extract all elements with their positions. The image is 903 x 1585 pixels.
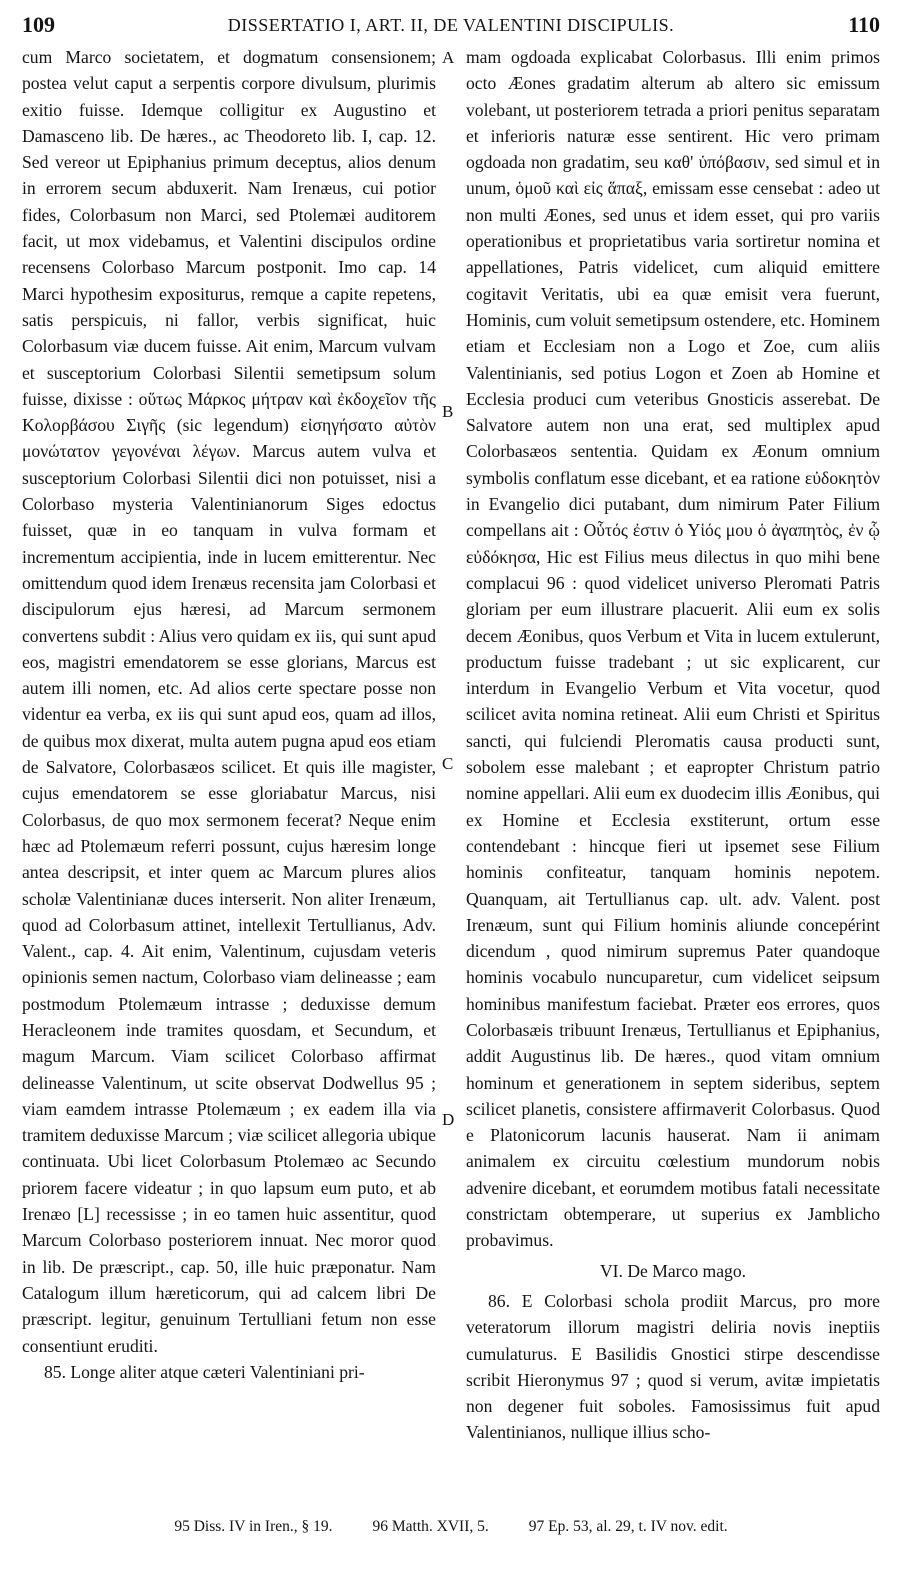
right-column bbox=[466, 44, 880, 1446]
left-paragraph-85: 85. Longe aliter atque cæteri Valentiniani pri- bbox=[44, 1361, 365, 1382]
page-number-right: 110 bbox=[848, 12, 880, 37]
running-title: DISSERTATIO I, ART. II, DE VALENTINI DISCIPULIS. bbox=[227, 15, 675, 35]
margin-marker-d: D bbox=[442, 1110, 455, 1129]
page-number-left: 109 bbox=[22, 12, 55, 37]
margin-marker-a: A bbox=[442, 48, 455, 67]
footnote-96: 96 Matth. XVII, 5. bbox=[372, 1518, 489, 1535]
left-paragraph-1: cum Marco societatem, et dogmatum consensionem; postea velut caput a serpentis corpore divulsum, plurimis exitio fuisse. Idemque colligitur ex Augustino et Damasceno lib. De hæres., ac Theodoreto lib. I, cap. 12. Sed vereor ut Epiphanius primum deceptus, alios denum in errorem secum abduxerit. Nam Irenæus, cui potior fides, Colorbasum non Marci, sed Ptolemæi auditorem facit, ut mox videbamus, et Valentini discipulos ordine recensens Colorbaso Marcum postponit. Imo cap. 14 Marci hypothesim expositurus, remque a capite repetens, satis perspicuis, ni fallor, verbis significat, huic Colorbasum viæ ducem fuisse. Ait enim, Marcum vulvam et susceptorium Colorbasi Silentii semetipsum solum fuisse, dixisse : οὕτως Μάρκος μήτραν καὶ ἐκδοχεῖον τῆς Κολορβάσου Σιγῆς (sic legendum) εἰσηγήσατο αὐτὸν μονώτατον γεγονέναι λέγων. Marcus autem vulva et susceptorium Colorbasi Silentii dici non potuisset, nisi a Colorbaso mysteria Valentinianorum Siges edoctus fuisset, quæ in eo tanquam in vulva formam et incrementum accipientia, inde in lucem emitterentur. Nec omittendum quod idem Irenæus recensita jam Colorbasi et discipulorum ejus hæresi, ad Marcum sermonem convertens subdit : Alius vero quidam ex iis, qui sunt apud eos, magistri emendatorem se esse glorians, Marcus est autem illi nomen, etc. Ad alios certe spectare posse non videntur ea verba, ex iis qui sunt apud eos, quam ad illos, de quibus mox dixerat, multa autem pugna apud eos etiam de Salvatore, Colorbasæos scilicet. Et quis ille magister, cujus emendatorem se esse gloriabatur Marcus, nisi Colorbasus, de quo mox sermonem fecerat? Neque enim hæc ad Ptolemæum referri possunt, cujus hæresim longe antea descripsit, et inter quem ac Marcum plures alios scholæ Valentinianæ duces interserit. Non aliter Irenæum, quod ad Colorbasum attinet, intellexit Tertullianus, Adv. Valent., cap. 4. Ait enim, Valentinum, cujusdam veteris opinionis semen nactum, Colorbaso viam delineasse ; eam postmodum Ptolemæum intrasse ; deduxisse demum Heracleonem inde tramites quosdam, et Secundum, et magum Marcum. Viam scilicet Colorbaso affirmat delineasse Valentinum, ut scite observat Dodwellus 95 ; viam eamdem intrasse Ptolemæum ; ex eadem illa via tramitem deduxisse Marcum ; viæ scilicet allegoria ubique continuata. Ubi licet Colorbasum Ptolemæo ac Secundo priorem facere videatur ; in quo lapsum eum puto, et ab Irenæo [L] recessisse ; in eo tamen huic assentitur, quod Marcum Colorbaso posteriorem innuat. Nec moror quod in lib. De præscript., cap. 50, ille huic præponatur. Nam Catalogum illum hæreticorum, qui ad calcem libri De præscript. legitur, genuinum Tertulliani fetum non esse consentiunt eruditi. bbox=[22, 47, 436, 1356]
right-paragraph-86: 86. E Colorbasi schola prodiit Marcus, pro more veteratorum illorum magistri deliria novis ineptiis cumulaturus. E Basilidis Gnostici stirpe descendisse scribit Hieronymus 97 ; quod si verum, avitæ impietatis non degener fuit soboles. Famosissimus fuit apud Valentinianos, nullique illius scho- bbox=[466, 1290, 880, 1443]
margin-marker-c: C bbox=[442, 754, 454, 773]
footnote-97: 97 Ep. 53, al. 29, t. IV nov. edit. bbox=[528, 1518, 728, 1535]
right-paragraph-1: mam ogdoada explicabat Colorbasus. Illi enim primos octo Æones gradatim alterum ab altero sic emissum volebant, ut posteriorem tetrada a priori penitus separatam et inferioris naturæ esse sentirent. Hic vero primam ogdoada non gradatim, seu καθ' ὑπόβασιν, sed simul et in unum, ὁμοῦ καὶ εἰς ἅπαξ, emissam esse censebat : adeo ut non multi Æones, sed unus et idem esset, qui pro variis operationibus et proprietatibus varia sortiretur nomina et appellationes, Patris videlicet, cum aliquid emittere cogitavit Veritatis, ubi ea quæ emisit vera fuerunt, Hominis, cum voluit semetipsum ostendere, etc. Hominem etiam et Ecclesiam non a Logo et Zoe, cum aliis Valentinianis, sed potius Logon et Zoen ab Homine et Ecclesia produci cum veteribus Gnosticis asserebat. De Salvatore autem non una erat, sed multiplex apud Colorbasæos sententia. Quidam ex Æonum omnium symbolis conflatum esse dicebant, et ea ratione εὐδοκητὸν in Evangelio dici putabant, dum nimirum Pater Filium compellans ait : Οὗτός ἐστιν ὁ Υἱός μου ὁ ἀγαπητὸς, ἐν ᾧ εὐδόκησα, Hic est Filius meus dilectus in quo mihi bene complacui 96 : quod videlicet universo Pleromati Patris gloriam per eum illustrare placuerit. Alii eum ex solis decem Æonibus, quos Verbum et Vita in lucem extulerunt, productum fuisse tradebant ; ut sic explicarent, cur interdum in Evangelio Verbum et Vita vocetur, quod scilicet avita nomina retineat. Alii eum Christi et Spiritus sancti, qui fulciendi Pleromatis causa producti sunt, sobolem esse malebant ; et eapropter Christum patrio nomine appellari. Alii eum ex duodecim illis Æonibus, qui ex Homine et Ecclesia exstiterunt, ortum esse contendebant : hincque fieri ut ipsemet sese Filium hominis confiteatur, tanquam hominis nepotem. Quanquam, ait Tertullianus cap. ult. adv. Valent. post Irenæum, sunt qui Filium hominis aliunde concepérint dicendum , quod nimirum supremus Pater quandoque hominis vocabulo nuncuparetur, cum videlicet seipsum hominibus manifestum faciebat. Præter eos errores, quos Colorbasæis tribuunt Irenæus, Tertullianus et Epiphanius, addit Augustinus lib. De hæres., quod vitam omnium hominum et generationem in septem sideribus, septem scilicet planetis, consistere affirmaverit Colorbasus. Quod e Platonicorum lacunis hauserat. Nam ii animam animalem ex circuitu cœlestium mundorum nobis advenire dicebant, et eorumdem motibus fatali necessitate constrictam obtemperare, ut superius ex Jamblicho probavimus. bbox=[466, 47, 880, 1251]
left-column bbox=[22, 44, 436, 1385]
margin-marker-b: B bbox=[442, 402, 454, 421]
running-header bbox=[22, 12, 880, 42]
section-heading: VI. De Marco mago. bbox=[599, 1260, 747, 1281]
footnote-95: 95 Diss. IV in Iren., § 19. bbox=[174, 1518, 333, 1535]
footnotes bbox=[22, 1518, 880, 1536]
